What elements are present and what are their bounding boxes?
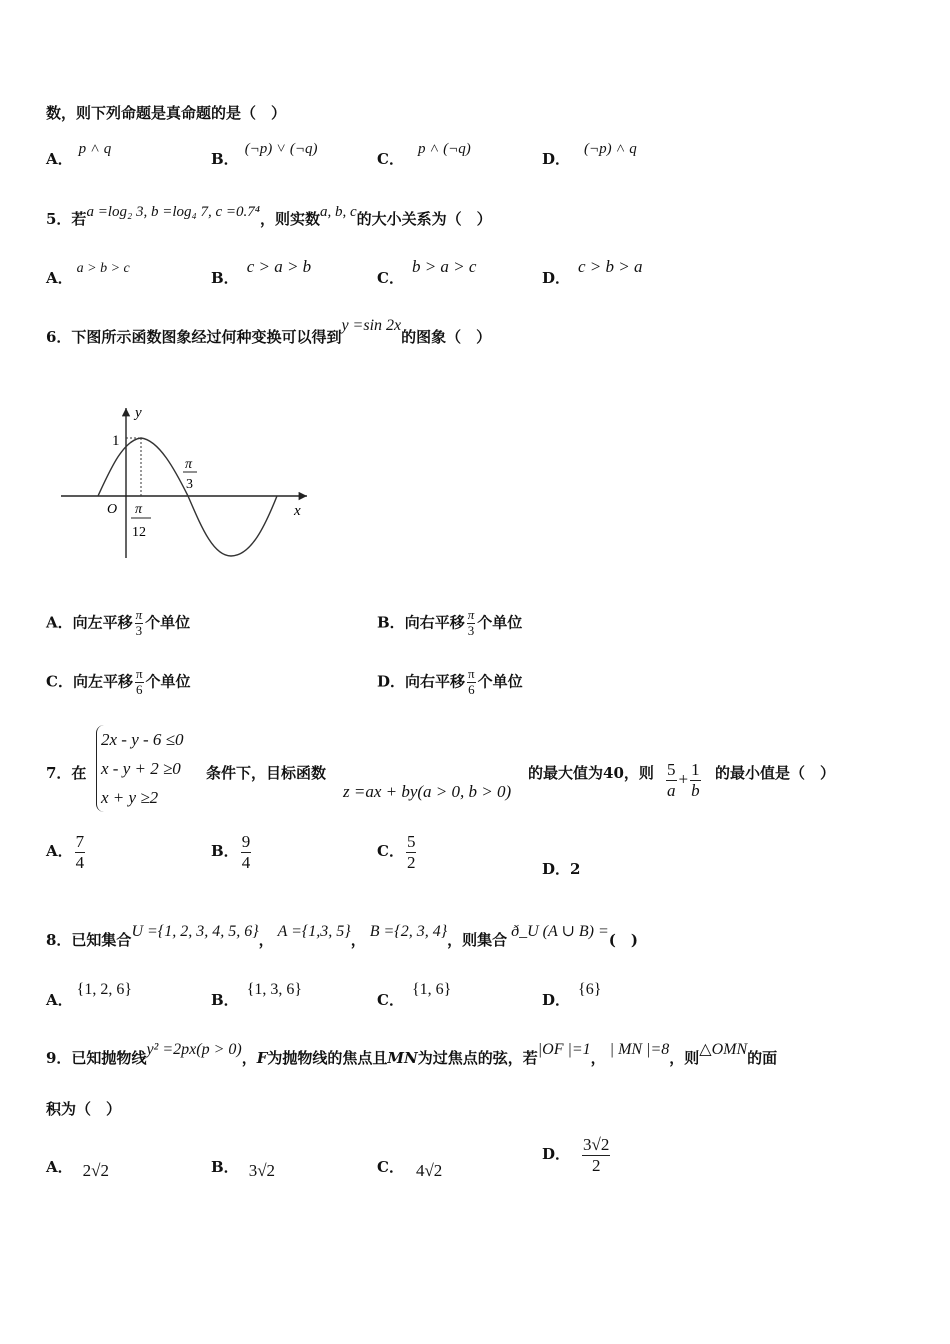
q7-objective: z =ax + by(a > 0, b > 0) <box>343 782 512 801</box>
q4-option-d[interactable] <box>542 137 637 168</box>
q6-option-d[interactable] <box>377 667 523 698</box>
option-label: A． <box>46 150 73 168</box>
q9-option-d[interactable] <box>542 1135 612 1175</box>
q8-option-d[interactable] <box>542 978 602 1009</box>
option-fraction <box>241 832 252 872</box>
fraction-den: b <box>691 780 700 800</box>
option-label: A． <box>46 842 73 861</box>
q7-constraint-system <box>96 725 184 812</box>
option-label: D． <box>542 991 571 1009</box>
q7-option-d[interactable] <box>542 858 580 879</box>
pi-twelfth-den: 12 <box>132 525 146 540</box>
q8-text: ，则集合 <box>447 931 508 949</box>
fraction-den: 6 <box>468 681 475 697</box>
option-expr: c > b > a <box>578 257 643 276</box>
fraction-num: π <box>135 666 143 681</box>
q8-set-u: U ={1, 2, 3, 4, 5, 6} <box>131 923 259 940</box>
q8-number: 8．已知集合 <box>46 931 132 949</box>
q7-option-c[interactable] <box>377 832 418 872</box>
q8-sep: ， <box>258 931 274 949</box>
option-fraction <box>406 832 417 872</box>
q5-option-b[interactable] <box>211 256 312 287</box>
q7-number: 7．在 <box>46 764 87 782</box>
q7-option-a[interactable] <box>46 832 87 872</box>
option-expr: c > a > b <box>246 257 312 276</box>
q5-option-a[interactable] <box>46 256 130 287</box>
option-label: D． <box>377 672 406 691</box>
q7-option-b[interactable] <box>211 832 253 872</box>
q9-mn-length: | MN |=8 <box>609 1041 670 1058</box>
option-expr: b > a > c <box>411 257 477 276</box>
q8-sep: ， <box>350 931 366 949</box>
q9-stem <box>46 1038 778 1067</box>
q6-option-a[interactable] <box>46 608 190 639</box>
q9-number: 9．已知抛物线 <box>46 1049 147 1067</box>
option-expr: p ˄ (¬q) <box>417 141 471 157</box>
option-label: B． <box>211 842 239 861</box>
fraction-num: π <box>135 607 143 622</box>
option-label: C． <box>377 269 404 287</box>
constraint-3: x + y ≥2 <box>101 788 159 807</box>
option-label: B． <box>211 269 239 287</box>
q5-option-d[interactable] <box>542 256 643 287</box>
fraction-den: 4 <box>75 852 85 872</box>
q9-text: 为过焦点的弦，若 <box>417 1049 538 1067</box>
option-expr: p ˄ q <box>78 141 112 157</box>
option-label: C． <box>377 1158 404 1176</box>
q9-parabola: y² =2px(p > 0) <box>146 1041 242 1058</box>
fraction-num: π <box>468 666 475 681</box>
q9-text: ， <box>241 1049 257 1067</box>
option-label: D． <box>542 269 571 287</box>
option-label: C． <box>377 991 404 1009</box>
option-fraction <box>582 1135 610 1175</box>
q5-condition: a =log₂ 3, b =log₄ 7, c =0.7⁴ <box>86 204 260 220</box>
option-expr: (¬p) ˅ (¬q) <box>244 141 318 157</box>
y-axis-label: y <box>135 405 142 421</box>
option-expr: (¬p) ˄ q <box>584 141 637 157</box>
option-label: D． <box>542 860 571 878</box>
constraint-2: x - y + 2 ≥0 <box>101 759 181 778</box>
q8-option-a[interactable] <box>46 978 132 1009</box>
q7-expression <box>664 760 703 800</box>
fraction-den: 3 <box>467 622 475 638</box>
fraction-num: 7 <box>75 832 85 851</box>
one-label: 1 <box>112 433 120 449</box>
fraction-num: 9 <box>241 832 251 851</box>
fraction-5-over-a <box>666 760 677 800</box>
fraction-num: 1 <box>691 760 700 779</box>
q9-option-a[interactable] <box>46 1156 109 1180</box>
q6-sine-graph <box>55 400 320 565</box>
option-label: C． <box>377 150 404 168</box>
pi-third-num: π <box>185 457 193 472</box>
fraction-1-over-b <box>690 760 701 800</box>
q8-option-b[interactable] <box>211 978 303 1009</box>
q9-triangle: △OMN <box>699 1041 748 1058</box>
q8-tail: ( ) <box>608 931 638 949</box>
option-label: B． <box>377 613 405 632</box>
option-text: 向右平移 <box>404 613 465 632</box>
option-expr: 3√2 <box>248 1161 276 1180</box>
option-text: 向右平移 <box>405 672 466 691</box>
option-text: 向左平移 <box>72 672 133 691</box>
option-expr: 2√2 <box>82 1161 109 1180</box>
q6-number: 6．下图所示函数图象经过何种变换可以得到 <box>46 328 342 346</box>
option-label: D． <box>542 1145 571 1164</box>
q7-max-text: 的最大值为40，则 <box>528 764 654 782</box>
option-fraction <box>467 608 476 639</box>
option-text: 向左平移 <box>72 613 133 632</box>
pi-twelfth-num: π <box>135 502 143 517</box>
fraction-den: 6 <box>136 681 143 697</box>
q4-option-c[interactable] <box>377 137 471 168</box>
option-label: A． <box>46 269 73 287</box>
option-set: {1, 3, 6} <box>246 981 303 998</box>
option-set: {1, 6} <box>411 981 452 998</box>
constraint-1: 2x - y - 6 ≤0 <box>101 730 184 749</box>
q4-option-a[interactable] <box>46 137 112 168</box>
option-expr: 4√2 <box>415 1161 443 1180</box>
fraction-num: 5 <box>667 760 676 779</box>
q9-text: ， <box>590 1049 606 1067</box>
option-label: B． <box>211 991 239 1009</box>
q5-text: ，则实数 <box>259 210 320 228</box>
fraction-den: 2 <box>591 1155 601 1175</box>
q4-stem: 数，则下列命题是真命题的是（ ） <box>46 104 287 122</box>
q8-complement-expr: ð_U (A ∪ B) = <box>511 923 609 940</box>
q8-option-c[interactable] <box>377 978 452 1009</box>
fraction-den: 3 <box>135 622 143 638</box>
sine-curve <box>98 438 277 556</box>
q8-stem <box>46 920 638 949</box>
q9-text: ，则 <box>669 1049 700 1067</box>
fraction-num: 5 <box>406 832 416 851</box>
option-fraction <box>135 667 144 698</box>
fraction-num: π <box>467 607 475 622</box>
q5-tail: 的大小关系为（ ） <box>356 210 492 228</box>
q9-option-c[interactable] <box>377 1156 443 1180</box>
q6-tail: 的图象（ ） <box>401 328 492 346</box>
option-label: A． <box>46 991 73 1009</box>
option-value: 2 <box>570 860 581 878</box>
q7-tail: 的最小值是（ ） <box>715 764 836 782</box>
q9-focus: F <box>256 1049 268 1067</box>
q9-continuation: 积为（ ） <box>46 1100 122 1118</box>
q5-stem <box>46 200 492 228</box>
q6-option-b[interactable] <box>377 608 522 639</box>
q7-condition-text: 条件下，目标函数 <box>206 764 327 782</box>
q6-option-c[interactable] <box>46 667 191 698</box>
q5-vars: a, b, c <box>319 204 357 220</box>
option-label: A． <box>46 1158 73 1176</box>
fraction-num: 3√2 <box>583 1135 610 1154</box>
option-label: A． <box>46 613 73 632</box>
q6-function: y =sin 2x <box>341 317 402 334</box>
q5-option-c[interactable] <box>377 256 477 287</box>
plus-sign: + <box>678 769 689 789</box>
q9-text: 的面 <box>747 1049 778 1067</box>
option-fraction <box>467 667 476 698</box>
option-fraction <box>75 832 86 872</box>
pi-third-den: 3 <box>186 477 193 492</box>
origin-label: O <box>107 502 118 517</box>
q9-text: 为抛物线的焦点且 <box>267 1049 388 1067</box>
q9-chord: MN <box>387 1049 418 1067</box>
q6-stem <box>46 314 492 346</box>
option-label: C． <box>46 672 73 691</box>
option-unit: 个单位 <box>145 672 191 691</box>
fraction-den: a <box>667 780 676 800</box>
option-fraction <box>135 608 144 639</box>
fraction-den: 4 <box>241 852 251 872</box>
option-unit: 个单位 <box>145 613 191 632</box>
fraction-den: 2 <box>406 852 416 872</box>
option-label: B． <box>211 150 239 168</box>
option-unit: 个单位 <box>477 672 523 691</box>
option-unit: 个单位 <box>477 613 523 632</box>
q8-set-b: B ={2, 3, 4} <box>369 923 448 940</box>
q5-number: 5．若 <box>46 210 87 228</box>
q8-set-a: A ={1,3, 5} <box>277 923 351 940</box>
option-label: B． <box>211 1158 239 1176</box>
q4-option-b[interactable] <box>211 137 318 168</box>
option-expr: a > b > c <box>76 261 130 276</box>
option-set: {1, 2, 6} <box>76 981 132 998</box>
option-set: {6} <box>578 981 602 998</box>
q9-option-b[interactable] <box>211 1156 276 1180</box>
option-label: C． <box>377 842 404 861</box>
q9-of-length: |OF |=1 <box>537 1041 591 1058</box>
option-label: D． <box>542 150 571 168</box>
x-axis-label: x <box>294 503 301 519</box>
